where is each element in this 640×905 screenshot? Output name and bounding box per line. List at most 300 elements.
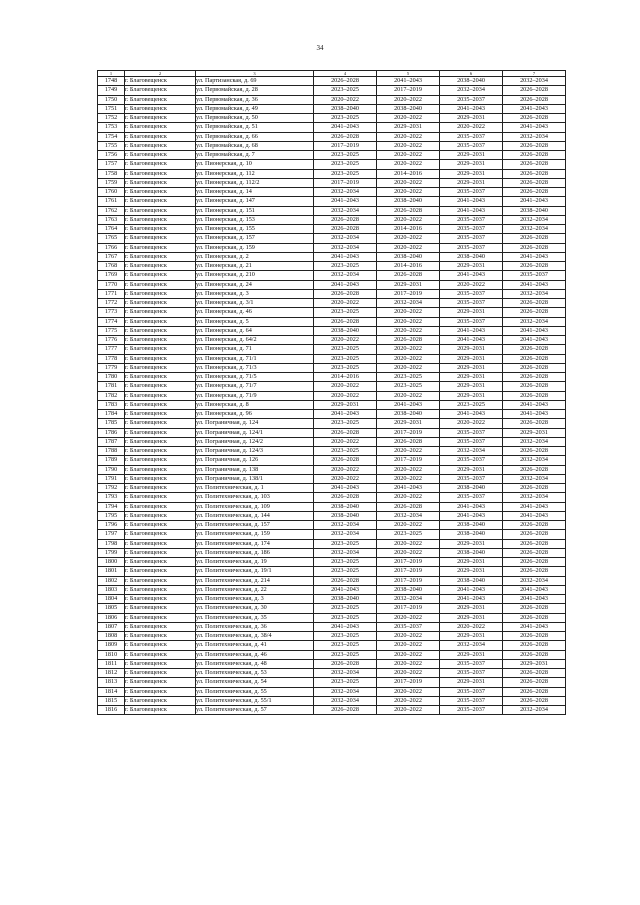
city-cell: г. Благовещенск [125,493,196,502]
period-cell: 2020–2022 [377,659,440,668]
row-number: 1796 [98,521,125,530]
period-cell: 2020–2022 [314,336,377,345]
period-cell: 2026–2028 [503,419,566,428]
row-number: 1757 [98,160,125,169]
period-cell: 2023–2025 [314,539,377,548]
row-number: 1794 [98,502,125,511]
table-row [98,317,566,326]
address-cell: ул. Пионерская, д. 71 [196,345,314,354]
table-row [98,132,566,141]
table-row [98,373,566,382]
address-cell: ул. Первомайская, д. 28 [196,86,314,95]
period-cell: 2026–2028 [503,641,566,650]
address-cell: ул. Пионерская, д. 24 [196,280,314,289]
address-cell: ул. Первомайская, д. 66 [196,132,314,141]
row-number: 1792 [98,484,125,493]
row-number: 1816 [98,706,125,715]
period-cell: 2029–2031 [440,650,503,659]
address-cell: ул. Пограничная, д. 126 [196,456,314,465]
period-cell: 2020–2022 [377,141,440,150]
period-cell: 2035–2037 [440,132,503,141]
period-cell: 2041–2043 [503,104,566,113]
address-cell: ул. Пионерская, д. 5 [196,317,314,326]
row-number: 1801 [98,567,125,576]
period-cell: 2035–2037 [503,271,566,280]
city-cell: г. Благовещенск [125,641,196,650]
period-cell: 2035–2037 [440,493,503,502]
period-cell: 2023–2025 [314,160,377,169]
city-cell: г. Благовещенск [125,141,196,150]
period-cell: 2026–2028 [314,493,377,502]
table-row [98,354,566,363]
period-cell: 2041–2043 [314,123,377,132]
city-cell: г. Благовещенск [125,465,196,474]
city-cell: г. Благовещенск [125,558,196,567]
row-number: 1750 [98,95,125,104]
address-cell: ул. Первомайская, д. 51 [196,123,314,132]
period-cell: 2035–2037 [440,234,503,243]
period-cell: 2020–2022 [314,437,377,446]
period-cell: 2026–2028 [314,215,377,224]
address-cell: ул. Партизанская, д. 69 [196,77,314,86]
period-cell: 2020–2022 [377,188,440,197]
table-row [98,650,566,659]
table-row [98,382,566,391]
period-cell: 2035–2037 [440,669,503,678]
table-row [98,188,566,197]
period-cell: 2026–2028 [503,234,566,243]
city-cell: г. Благовещенск [125,548,196,557]
address-cell: ул. Политехническая, д. 22 [196,585,314,594]
period-cell: 2020–2022 [377,641,440,650]
period-cell: 2029–2031 [377,419,440,428]
table-row [98,308,566,317]
table-row [98,428,566,437]
city-cell: г. Благовещенск [125,234,196,243]
city-cell: г. Благовещенск [125,502,196,511]
period-cell: 2020–2022 [377,613,440,622]
period-cell: 2038–2040 [314,326,377,335]
city-cell: г. Благовещенск [125,271,196,280]
table-row [98,632,566,641]
period-cell: 2020–2022 [377,548,440,557]
period-cell: 2029–2031 [440,391,503,400]
period-cell: 2041–2043 [503,280,566,289]
period-cell: 2026–2028 [314,289,377,298]
address-cell: ул. Политехническая, д. 19 [196,558,314,567]
city-cell: г. Благовещенск [125,308,196,317]
period-cell: 2023–2025 [314,650,377,659]
city-cell: г. Благовещенск [125,687,196,696]
period-cell: 2041–2043 [440,595,503,604]
row-number: 1797 [98,530,125,539]
city-cell: г. Благовещенск [125,456,196,465]
table-row [98,160,566,169]
table-row [98,391,566,400]
period-cell: 2041–2043 [314,197,377,206]
period-cell: 2026–2028 [377,206,440,215]
period-cell: 2026–2028 [503,141,566,150]
address-cell: ул. Первомайская, д. 49 [196,104,314,113]
period-cell: 2023–2025 [314,354,377,363]
period-cell: 2041–2043 [314,622,377,631]
period-cell: 2032–2034 [314,243,377,252]
period-cell: 2020–2022 [377,465,440,474]
period-cell: 2020–2022 [440,280,503,289]
period-cell: 2029–2031 [440,604,503,613]
period-cell: 2035–2037 [440,289,503,298]
city-cell: г. Благовещенск [125,299,196,308]
period-cell: 2023–2025 [314,345,377,354]
city-cell: г. Благовещенск [125,373,196,382]
period-cell: 2029–2031 [440,169,503,178]
period-cell: 2041–2043 [440,410,503,419]
period-cell: 2020–2022 [377,650,440,659]
period-cell: 2026–2028 [503,151,566,160]
period-cell: 2029–2031 [440,345,503,354]
address-cell: ул. Пограничная, д. 124 [196,419,314,428]
row-number: 1810 [98,650,125,659]
period-cell: 2038–2040 [440,77,503,86]
address-cell: ул. Пионерская, д. 71/5 [196,373,314,382]
period-cell: 2020–2022 [377,706,440,715]
row-number: 1784 [98,410,125,419]
period-cell: 2026–2028 [377,437,440,446]
period-cell: 2026–2028 [503,299,566,308]
table-row [98,225,566,234]
address-cell: ул. Пионерская, д. 159 [196,243,314,252]
row-number: 1778 [98,354,125,363]
period-cell: 2017–2019 [377,567,440,576]
address-cell: ул. Пионерская, д. 147 [196,197,314,206]
period-cell: 2041–2043 [440,326,503,335]
period-cell: 2041–2043 [503,511,566,520]
period-cell: 2026–2028 [503,548,566,557]
city-cell: г. Благовещенск [125,576,196,585]
period-cell: 2041–2043 [503,400,566,409]
period-cell: 2032–2034 [503,706,566,715]
period-cell: 2020–2022 [377,447,440,456]
period-cell: 2026–2028 [503,632,566,641]
row-number: 1776 [98,336,125,345]
address-cell: ул. Политехническая, д. 53 [196,669,314,678]
city-cell: г. Благовещенск [125,104,196,113]
row-number: 1813 [98,678,125,687]
period-cell: 2038–2040 [314,511,377,520]
table-row [98,151,566,160]
table-row [98,326,566,335]
period-cell: 2032–2034 [503,215,566,224]
row-number: 1788 [98,447,125,456]
period-cell: 2026–2028 [377,336,440,345]
city-cell: г. Благовещенск [125,280,196,289]
address-cell: ул. Пионерская, д. 3/1 [196,299,314,308]
period-cell: 2041–2043 [503,123,566,132]
period-cell: 2023–2025 [314,151,377,160]
period-cell: 2026–2028 [503,382,566,391]
city-cell: г. Благовещенск [125,521,196,530]
city-cell: г. Благовещенск [125,169,196,178]
column-header: 5 [377,71,440,77]
period-cell: 2029–2031 [503,659,566,668]
period-cell: 2026–2028 [503,650,566,659]
period-cell: 2026–2028 [503,262,566,271]
period-cell: 2020–2022 [377,521,440,530]
address-cell: ул. Пионерская, д. 112 [196,169,314,178]
row-number: 1749 [98,86,125,95]
city-cell: г. Благовещенск [125,437,196,446]
address-cell: ул. Политехническая, д. 109 [196,502,314,511]
period-cell: 2020–2022 [377,178,440,187]
period-cell: 2035–2037 [440,428,503,437]
period-cell: 2041–2043 [377,77,440,86]
address-cell: ул. Политехническая, д. 19/1 [196,567,314,576]
period-cell: 2041–2043 [503,326,566,335]
period-cell: 2020–2022 [377,539,440,548]
address-cell: ул. Политехническая, д. 174 [196,539,314,548]
city-cell: г. Благовещенск [125,400,196,409]
period-cell: 2035–2037 [440,659,503,668]
period-cell: 2026–2028 [314,428,377,437]
city-cell: г. Благовещенск [125,95,196,104]
period-cell: 2026–2028 [503,613,566,622]
period-cell: 2035–2037 [440,225,503,234]
table-row [98,86,566,95]
period-cell: 2026–2028 [503,447,566,456]
period-cell: 2017–2019 [377,576,440,585]
period-cell: 2035–2037 [440,95,503,104]
column-header: 7 [503,71,566,77]
period-cell: 2020–2022 [377,160,440,169]
table-row [98,197,566,206]
period-cell: 2026–2028 [314,706,377,715]
table-row [98,262,566,271]
city-cell: г. Благовещенск [125,650,196,659]
period-cell: 2020–2022 [377,114,440,123]
period-cell: 2023–2025 [314,641,377,650]
row-number: 1812 [98,669,125,678]
city-cell: г. Благовещенск [125,382,196,391]
table-row [98,622,566,631]
period-cell: 2026–2028 [503,604,566,613]
city-cell: г. Благовещенск [125,114,196,123]
city-cell: г. Благовещенск [125,632,196,641]
row-number: 1789 [98,456,125,465]
period-cell: 2038–2040 [440,521,503,530]
table-row [98,548,566,557]
period-cell: 2038–2040 [440,530,503,539]
address-cell: ул. Пионерская, д. 71/9 [196,391,314,400]
period-cell: 2020–2022 [377,493,440,502]
period-cell: 2035–2037 [440,215,503,224]
row-number: 1780 [98,373,125,382]
address-cell: ул. Первомайская, д. 7 [196,151,314,160]
period-cell: 2020–2022 [377,354,440,363]
table-row [98,178,566,187]
period-cell: 2038–2040 [440,252,503,261]
table-row [98,299,566,308]
period-cell: 2026–2028 [503,188,566,197]
table-row [98,696,566,705]
period-cell: 2029–2031 [503,428,566,437]
address-cell: ул. Пионерская, д. 155 [196,225,314,234]
period-cell: 2041–2043 [377,484,440,493]
period-cell: 2035–2037 [440,474,503,483]
period-cell: 2026–2028 [503,114,566,123]
period-cell: 2014–2016 [377,262,440,271]
period-cell: 2038–2040 [377,104,440,113]
period-cell: 2041–2043 [314,484,377,493]
period-cell: 2038–2040 [377,585,440,594]
period-cell: 2023–2025 [377,373,440,382]
period-cell: 2029–2031 [440,308,503,317]
period-cell: 2023–2025 [377,530,440,539]
period-cell: 2041–2043 [503,410,566,419]
period-cell: 2041–2043 [503,502,566,511]
period-cell: 2023–2025 [440,400,503,409]
period-cell: 2026–2028 [503,391,566,400]
table-row [98,641,566,650]
city-cell: г. Благовещенск [125,474,196,483]
city-cell: г. Благовещенск [125,428,196,437]
period-cell: 2020–2022 [440,622,503,631]
period-cell: 2032–2034 [377,299,440,308]
period-cell: 2032–2034 [377,595,440,604]
table-row [98,521,566,530]
period-cell: 2032–2034 [314,188,377,197]
row-number: 1758 [98,169,125,178]
address-cell: ул. Политехническая, д. 3 [196,595,314,604]
row-number: 1762 [98,206,125,215]
period-cell: 2032–2034 [503,493,566,502]
table-row [98,345,566,354]
period-cell: 2029–2031 [440,382,503,391]
row-number: 1763 [98,215,125,224]
row-number: 1770 [98,280,125,289]
period-cell: 2032–2034 [503,576,566,585]
period-cell: 2026–2028 [503,363,566,372]
period-cell: 2020–2022 [377,669,440,678]
table-row [98,465,566,474]
address-cell: ул. Пионерская, д. 8 [196,400,314,409]
city-cell: г. Благовещенск [125,567,196,576]
address-cell: ул. Политехническая, д. 157 [196,521,314,530]
period-cell: 2032–2034 [314,696,377,705]
table-row [98,502,566,511]
table-row [98,669,566,678]
city-cell: г. Благовещенск [125,678,196,687]
period-cell: 2041–2043 [440,585,503,594]
city-cell: г. Благовещенск [125,225,196,234]
address-cell: ул. Первомайская, д. 68 [196,141,314,150]
row-number: 1781 [98,382,125,391]
period-cell: 2020–2022 [377,215,440,224]
row-number: 1815 [98,696,125,705]
address-cell: ул. Пионерская, д. 112/2 [196,178,314,187]
column-header: 6 [440,71,503,77]
period-cell: 2032–2034 [314,206,377,215]
period-cell: 2026–2028 [503,539,566,548]
period-cell: 2017–2019 [377,456,440,465]
table-row [98,419,566,428]
city-cell: г. Благовещенск [125,585,196,594]
city-cell: г. Благовещенск [125,215,196,224]
address-cell: ул. Политехническая, д. 30 [196,604,314,613]
column-header: 4 [314,71,377,77]
period-cell: 2041–2043 [314,410,377,419]
address-cell: ул. Пионерская, д. 71/1 [196,354,314,363]
address-cell: ул. Первомайская, д. 50 [196,114,314,123]
period-cell: 2020–2022 [440,123,503,132]
period-cell: 2041–2043 [314,252,377,261]
address-cell: ул. Политехническая, д. 1 [196,484,314,493]
row-number: 1798 [98,539,125,548]
table-row [98,474,566,483]
row-number: 1777 [98,345,125,354]
period-cell: 2020–2022 [377,632,440,641]
period-cell: 2026–2028 [503,354,566,363]
period-cell: 2041–2043 [440,206,503,215]
period-cell: 2023–2025 [314,86,377,95]
period-cell: 2020–2022 [314,95,377,104]
address-cell: ул. Пионерская, д. 96 [196,410,314,419]
city-cell: г. Благовещенск [125,243,196,252]
table-row [98,530,566,539]
row-number: 1769 [98,271,125,280]
period-cell: 2038–2040 [503,206,566,215]
period-cell: 2029–2031 [440,354,503,363]
period-cell: 2032–2034 [503,456,566,465]
period-cell: 2020–2022 [314,465,377,474]
period-cell: 2023–2025 [314,447,377,456]
row-number: 1807 [98,622,125,631]
row-number: 1779 [98,363,125,372]
city-cell: г. Благовещенск [125,622,196,631]
period-cell: 2020–2022 [440,419,503,428]
period-cell: 2023–2025 [314,558,377,567]
period-cell: 2035–2037 [440,317,503,326]
row-number: 1795 [98,511,125,520]
address-cell: ул. Пионерская, д. 46 [196,308,314,317]
table-row [98,104,566,113]
city-cell: г. Благовещенск [125,447,196,456]
address-cell: ул. Пионерская, д. 151 [196,206,314,215]
period-cell: 2038–2040 [314,502,377,511]
housing-register-table [97,70,566,715]
period-cell: 2032–2034 [314,530,377,539]
table-row [98,141,566,150]
row-number: 1793 [98,493,125,502]
address-cell: ул. Пограничная, д. 138 [196,465,314,474]
period-cell: 2038–2040 [377,410,440,419]
period-cell: 2032–2034 [503,437,566,446]
period-cell: 2032–2034 [503,225,566,234]
row-number: 1772 [98,299,125,308]
period-cell: 2020–2022 [377,687,440,696]
period-cell: 2041–2043 [440,197,503,206]
period-cell: 2032–2034 [314,548,377,557]
period-cell: 2032–2034 [314,687,377,696]
period-cell: 2026–2028 [314,132,377,141]
city-cell: г. Благовещенск [125,354,196,363]
period-cell: 2041–2043 [503,595,566,604]
period-cell: 2026–2028 [503,678,566,687]
row-number: 1761 [98,197,125,206]
period-cell: 2029–2031 [440,567,503,576]
address-cell: ул. Пионерская, д. 2 [196,252,314,261]
period-cell: 2029–2031 [440,632,503,641]
table-row [98,114,566,123]
